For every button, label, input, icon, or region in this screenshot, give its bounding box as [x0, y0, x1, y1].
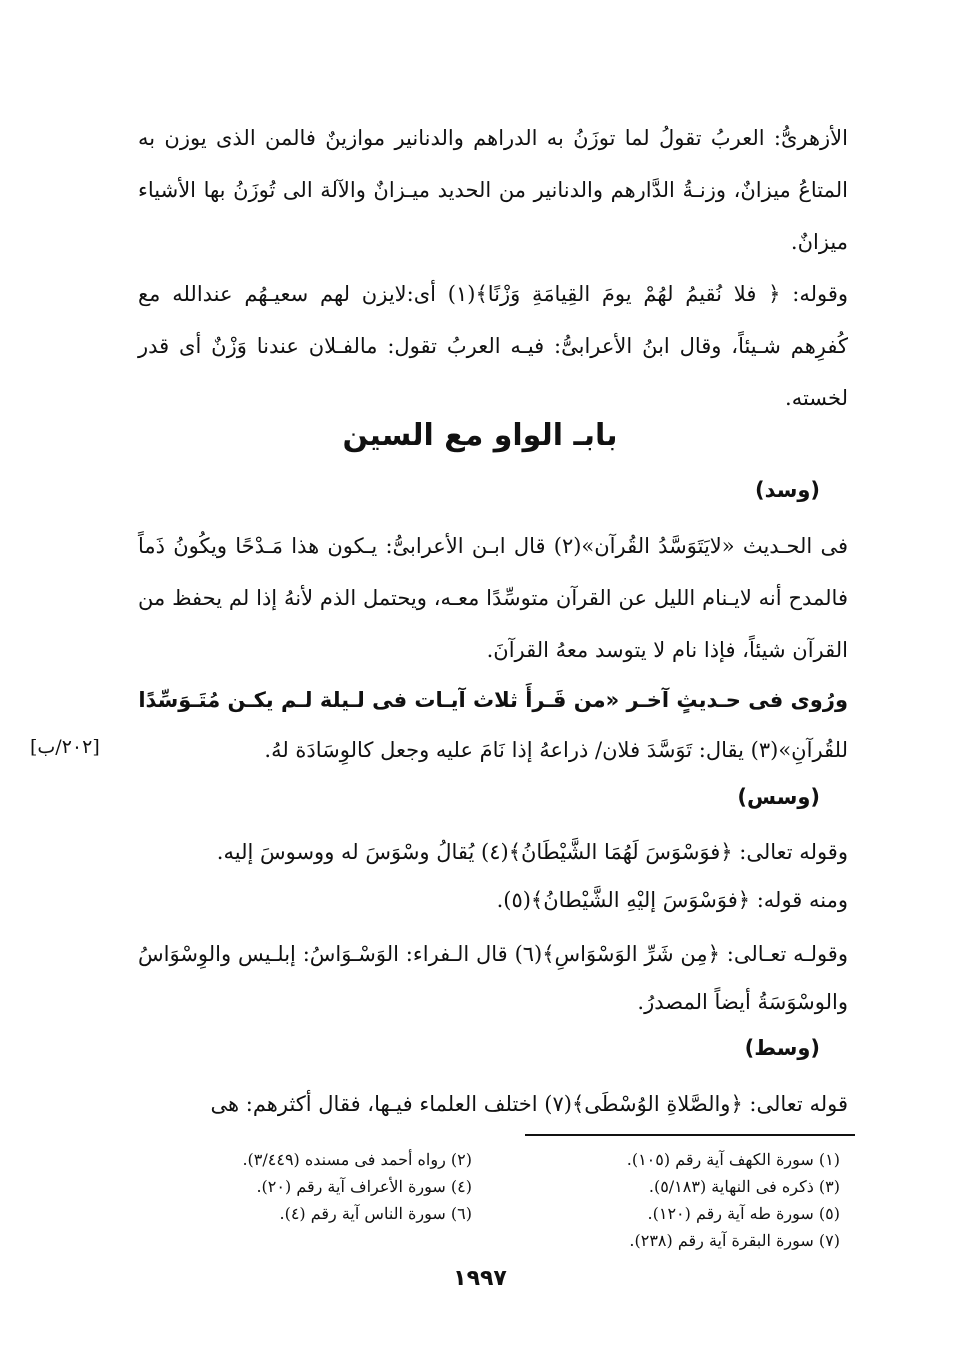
paragraph-tawassud: فى الحـديث «لايَتَوَسَّدُ القُرآن»(٢) قال ابـن الأعرابىُّ: يـكون هذا مَـدْحًا ويكُونُ ذَماً فالمدح أنه لايـنام الليل عن القرآن متوسِّدًا معـه، ويحتمل الذم لأنهُ إذا لم يحفظ من القرآن شيئاً، فإذا نام لا يتوسد معهُ القرآنَ.: [138, 534, 848, 662]
entry-heading-wsd: (وسد): [754, 478, 820, 502]
footnote-2: (٢) رواه أحمد فى مسنده (٣/٤٤٩).: [242, 1150, 472, 1169]
chapter-heading: بابـ الواو مع السين: [342, 418, 618, 453]
entry-heading-wss: (وسس): [737, 785, 820, 809]
paragraph-hadith-line-2: للقُرآنِ»(٣) يقال: تَوَسَّدَ فلان/ ذراعهُ إذا نَامَ عليه وجعل كالوِسَادَة لهُ.: [264, 738, 848, 762]
footnote-3: (٣) ذكره فى النهاية (٥/١٨٣).: [648, 1177, 840, 1196]
footnote-6: (٦) سورة الناس آية رقم (٤).: [279, 1204, 472, 1223]
footnote-1: (١) سورة الكهف آية رقم (١٠٥).: [626, 1150, 840, 1169]
paragraph-waswasa: وقوله تعالى: ﴿فوَسْوَسَ لَهُمَا الشَّيْطَانُ﴾(٤) يُقالُ وسْوَسَ له ووسوسَ إليه.: [216, 840, 848, 864]
paragraph-wazn: وقوله: ﴿ فلا نُقيمُ لهُمْ يومَ القِيامَةِ وَزْنًا﴾(١) أى:لايزن لهم سعيـهُم عندالله مع كُفرِهم شـيئاً، وقال ابنُ الأعرابىُّ: فيـه العربُ تقول: مالفـلان عندنا وَزْنٌ أى قدر لخسته.: [138, 282, 849, 410]
paragraph-wusta: قوله تعالى: ﴿والصَّلاةِ الوُسْطَى﴾(٧) اختلف العلماء فيـها، فقال أكثرهم: هى: [210, 1092, 848, 1116]
footnote-7: (٧) سورة البقرة آية رقم (٢٣٨).: [629, 1231, 840, 1250]
paragraph-waswas: وقولـه تعـالى: ﴿مِن شَرِّ الوَسْوَاسِ﴾(٦) قال الـفراء: الوَسْـوَاسُ: إبلـيس والوِسْوَاسُ والوسْوَسَةُ أيضاً المصدرُ.: [138, 942, 848, 1014]
footnote-5: (٥) سورة طه آية رقم (١٢٠).: [647, 1204, 840, 1223]
paragraph-azhari: الأزهرىُّ: العربُ تقولُ لما توزَنُ به الدراهم والدنانير موازينٌ فالمن الذى يوزن به المتاعُ ميزانٌ، وزنـةُ الدَّارهم والدنانير من الحديد ميـزانٌ والآلة الى تُوزَنُ بها الأشياء ميزانٌ.: [138, 126, 848, 254]
paragraph-waswasa-ilayh: ومنه قوله: ﴿فوَسْوَسَ إليْهِ الشَّيْطانُ﴾(٥).: [496, 888, 848, 912]
page-number: ١٩٩٧: [453, 1266, 507, 1291]
entry-heading-wst: (وسط): [744, 1036, 820, 1060]
footnote-separator: [525, 1134, 855, 1136]
paragraph-hadith-line-1: ورُوى فى حـديثٍ آخـر «من قَـرأَ ثلاث آيـات فى لـيلة لـم يكـن مُتَـوَسِّدًا: [138, 688, 848, 712]
footnote-4: (٤) سورة الأعراف آية رقم (٢٠).: [256, 1177, 472, 1196]
margin-folio-note: [٢٠٢/ب]: [30, 736, 100, 758]
